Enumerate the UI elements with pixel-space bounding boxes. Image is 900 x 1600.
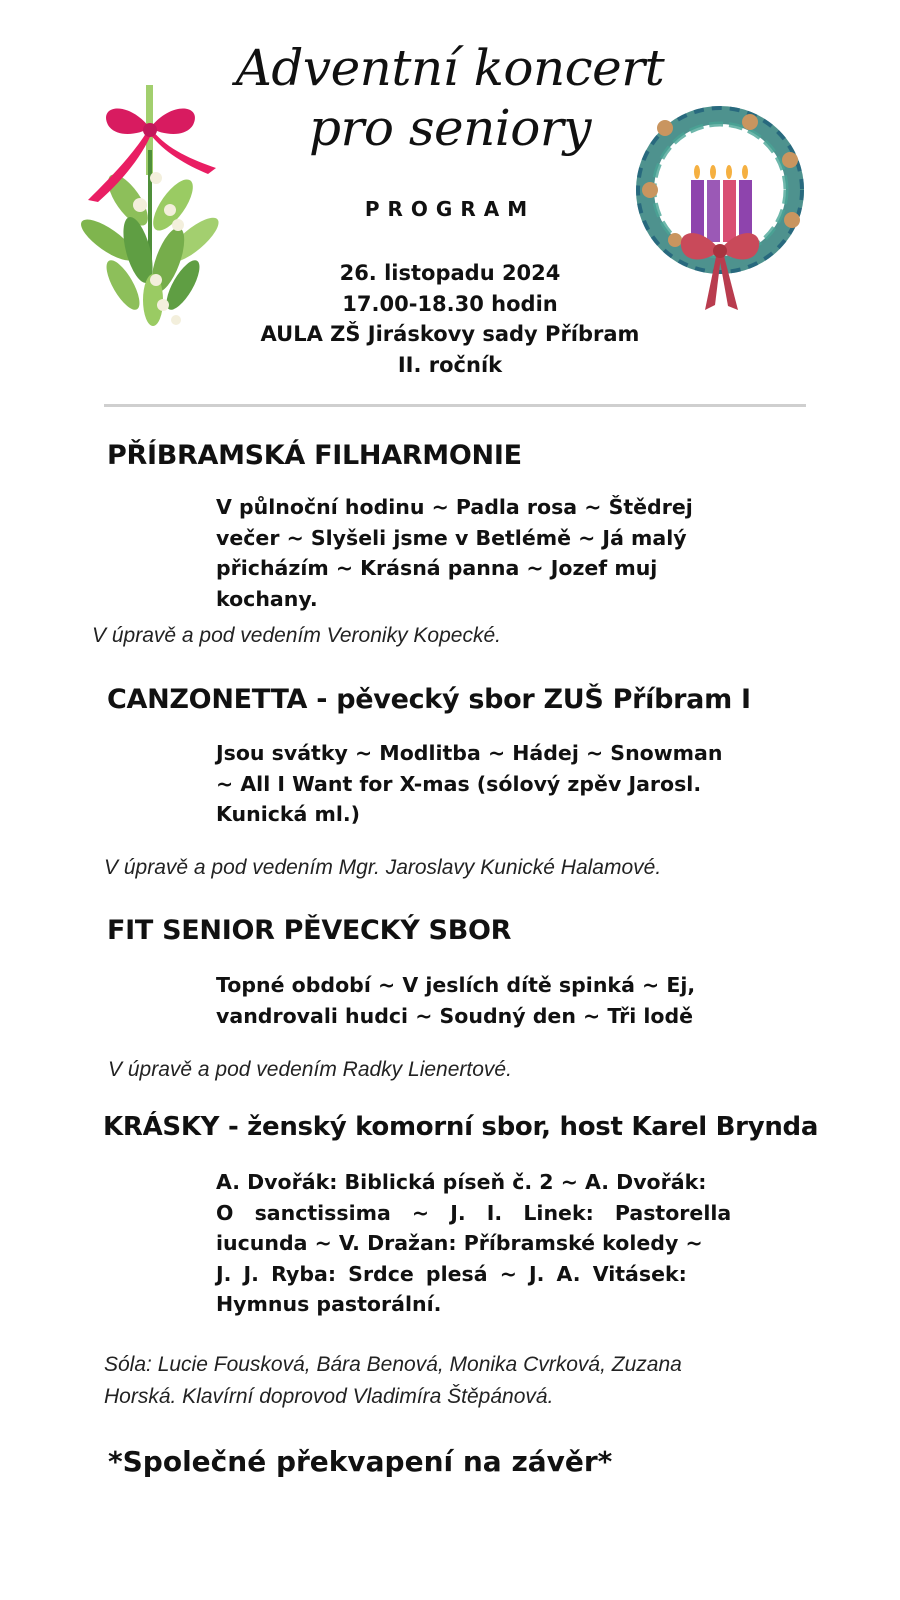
event-edition: II. ročník	[397, 352, 503, 377]
event-time: 17.00-18.30 hodin	[342, 291, 558, 316]
section-songs	[216, 738, 756, 830]
event-date: 26. listopadu 2024	[339, 261, 561, 285]
songs-line: ~ All I Want for X-mas (sólový zpěv Jarosl.	[216, 771, 702, 796]
section-songs	[216, 970, 736, 1031]
note-line: Horská. Klavírní doprovod Vladimíra Štěpánová.	[104, 1385, 554, 1408]
note-line: Sóla: Lucie Fousková, Bára Benová, Monika Cvrková, Zuzana	[104, 1353, 682, 1376]
songs-line: V půlnoční hodinu ~ Padla rosa ~ Štědrej	[216, 495, 693, 519]
program-label: PROGRAM	[364, 197, 536, 221]
section-title: CANZONETTA - pěvecký sbor ZUŠ Příbram I	[107, 684, 751, 715]
songs-line: Hymnus pastorální.	[216, 1292, 442, 1316]
songs-line: večer ~ Slyšeli jsme v Betlémě ~ Já malý	[216, 525, 687, 550]
page-title-line-2: pro seniory	[308, 99, 592, 157]
songs-line: Topné období ~ V jeslích dítě spinká ~ Ej,	[216, 973, 696, 997]
finale-text: *Společné překvapení na závěr*	[108, 1445, 613, 1478]
songs-line: Kunická ml.)	[216, 802, 361, 826]
songs-line: Jsou svátky ~ Modlitba ~ Hádej ~ Snowman	[216, 741, 723, 765]
songs-line: A. Dvořák: Biblická píseň č. 2 ~ A. Dvořák:	[216, 1170, 707, 1194]
section-note: V úpravě a pod vedením Mgr. Jaroslavy Kunické Halamové.	[104, 856, 662, 879]
event-info	[0, 258, 900, 380]
section-note: V úpravě a pod vedením Radky Lienertové.	[108, 1058, 512, 1081]
section-title: PŘÍBRAMSKÁ FILHARMONIE	[107, 440, 522, 471]
page-title-line-1: Adventní koncert	[235, 39, 665, 97]
section-songs	[216, 492, 736, 614]
divider	[104, 404, 806, 407]
songs-line: vandrovali hudci ~ Soudný den ~ Tři lodě	[216, 1003, 694, 1028]
songs-line: kochany.	[216, 586, 318, 611]
section-songs	[216, 1167, 756, 1320]
section-title: KRÁSKY - ženský komorní sbor, host Karel Brynda	[103, 1112, 819, 1142]
songs-line: přicházím ~ Krásná panna ~ Jozef muj	[216, 556, 658, 580]
songs-line: iucunda ~ V. Dražan: Příbramské koledy ~	[216, 1231, 703, 1255]
songs-line: J. J. Ryba: Srdce plesá ~ J. A. Vitásek:	[216, 1261, 687, 1286]
section-note: V úpravě a pod vedením Veroniky Kopecké.	[92, 624, 501, 647]
event-venue: AULA ZŠ Jiráskovy sady Příbram	[260, 322, 640, 346]
songs-line: O sanctissima ~ J. I. Linek: Pastorella	[216, 1200, 732, 1225]
section-title: FIT SENIOR PĚVECKÝ SBOR	[107, 915, 512, 946]
section-note	[104, 1349, 682, 1413]
